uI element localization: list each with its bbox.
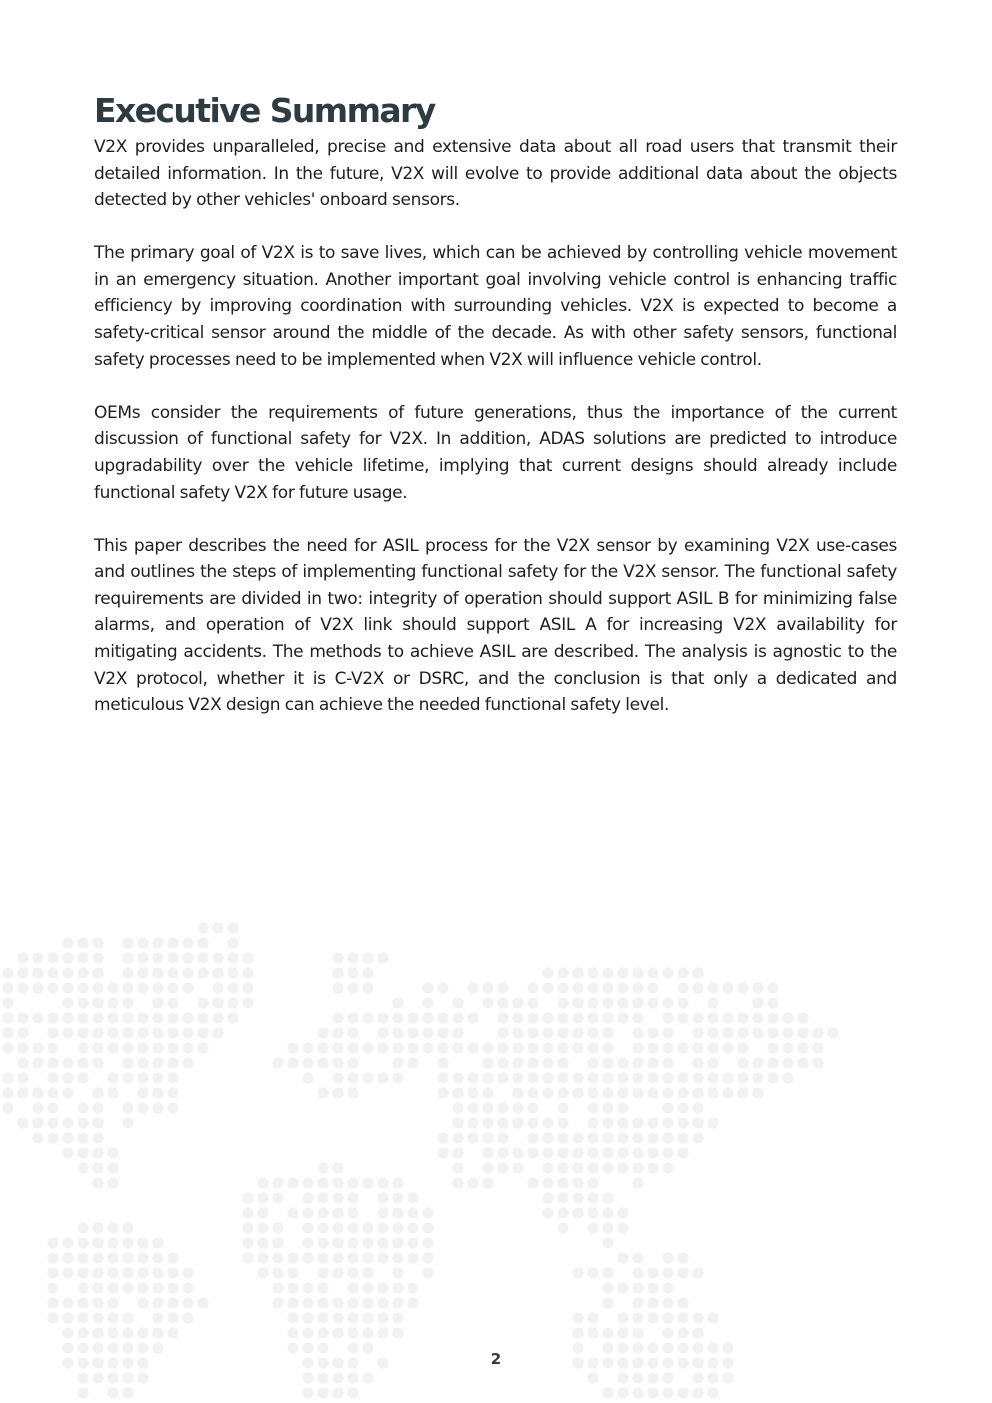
page-title: Executive Summary — [94, 91, 435, 130]
paragraph-1: V2X provides unparalleled, precise and extensive data about all road users that transmit their detailed information. In the future, V2X will evolve to provide additional data about the objects detected by other vehicles' onboard sensors. — [94, 137, 897, 211]
page-number: 2 — [490, 1350, 502, 1368]
paragraph-3: OEMs consider the requirements of future generations, thus the importance of the current discussion of functional safety for V2X. In addition, ADAS solutions are predicted to introduce upgradability over the vehicle lifetime, implying that current designs should already include functional safety V2X for future usage. — [94, 402, 897, 503]
paragraph-2: The primary goal of V2X is to save lives, which can be achieved by controlling vehicle movement in an emergency situation. Another important goal involving vehicle control is enhancing traffic efficiency by improving coordination with surrounding vehicles. V2X is expected to become a safety-critical sensor around the middle of the decade. As with other safety sensors, functional safety processes need to be implemented when V2X will influence vehicle control. — [94, 243, 897, 370]
dotted-world-map-icon — [0, 920, 992, 1403]
content-area — [94, 88, 897, 745]
paragraph-4: This paper describes the need for ASIL process for the V2X sensor by examining V2X use-cases and outlines the steps of implementing functional safety for the V2X sensor. The functional safety requirements are divided in two: integrity of operation should support ASIL B for minimizing false alarms, and operation of V2X link should support ASIL A for increasing V2X availability for mitigating accidents. The methods to achieve ASIL are described. The analysis is agnostic to the V2X protocol, whether it is C-V2X or DSRC, and the conclusion is that only a dedicated and meticulous V2X design can achieve the needed functional safety level. — [94, 535, 897, 716]
